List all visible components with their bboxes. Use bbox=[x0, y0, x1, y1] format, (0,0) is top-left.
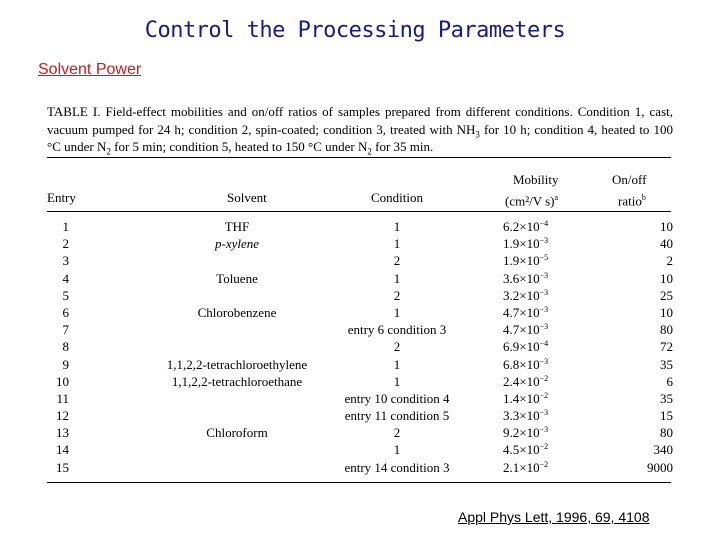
header-onoff-line1: On/off bbox=[612, 172, 647, 187]
mobility-exponent: −3 bbox=[539, 236, 549, 246]
caption-subscript: 2 bbox=[106, 146, 111, 157]
mobility-exponent: −3 bbox=[539, 270, 549, 280]
times-sign: × bbox=[519, 236, 527, 252]
caption-subscript: 3 bbox=[475, 129, 480, 140]
header-mobility-line2 bbox=[505, 190, 558, 209]
cell-onoff-ratio: 35 bbox=[660, 356, 673, 372]
base-ten: 10 bbox=[526, 356, 540, 372]
mobility-exponent: −3 bbox=[539, 304, 549, 314]
cell-onoff-ratio: 10 bbox=[660, 219, 673, 234]
caption-text: TABLE I. Field-effect mobilities and on/off ratios of samples prepared from different conditions. Condition 1, cast, vacuum pumped for 24 h; condition 2, spin-coated; condition 3, treated with NH bbox=[47, 104, 673, 137]
cell-onoff-ratio: 340 bbox=[653, 442, 673, 458]
times-sign: × bbox=[519, 219, 527, 234]
table-header bbox=[47, 172, 671, 208]
table-row bbox=[47, 356, 671, 373]
cell-entry: 14 bbox=[56, 442, 69, 458]
cell-solvent: Chlorobenzene bbox=[197, 304, 277, 320]
times-sign: × bbox=[519, 425, 527, 441]
times-sign: × bbox=[519, 390, 527, 406]
cell-solvent: THF bbox=[224, 219, 250, 234]
cell-condition: entry 11 condition 5 bbox=[344, 408, 450, 424]
mobility-exponent: −2 bbox=[539, 373, 549, 383]
mobility-exponent: −2 bbox=[539, 442, 549, 452]
cell-mobility bbox=[503, 373, 583, 390]
base-ten: 10 bbox=[526, 322, 540, 338]
times-sign: × bbox=[519, 459, 527, 475]
cell-condition: entry 6 condition 3 bbox=[347, 322, 447, 338]
caption-text: for 10 h; condition 4, heated to 100 °C under N bbox=[47, 121, 673, 154]
cell-onoff-ratio: 6 bbox=[666, 373, 673, 389]
cell-entry: 3 bbox=[62, 253, 69, 269]
citation-link[interactable]: Appl Phys Lett, 1996, 69, 4108 bbox=[458, 509, 650, 525]
mobility-mantissa: 3.6 bbox=[503, 270, 520, 286]
times-sign: × bbox=[519, 408, 527, 424]
cell-entry: 8 bbox=[62, 339, 69, 355]
cell-condition: 1 bbox=[393, 442, 401, 458]
caption-subscript: 2 bbox=[367, 146, 372, 157]
cell-mobility bbox=[503, 459, 583, 476]
table-body bbox=[47, 218, 671, 476]
cell-entry: 15 bbox=[56, 459, 69, 475]
mobility-mantissa: 9.2 bbox=[503, 425, 520, 441]
cell-onoff-ratio: 10 bbox=[660, 270, 673, 286]
mobility-mantissa: 4.7 bbox=[503, 322, 520, 338]
table-bottom-rule bbox=[47, 482, 671, 483]
cell-solvent: 1,1,2,2-tetrachloroethane bbox=[171, 373, 303, 389]
header-solvent: Solvent bbox=[227, 190, 267, 205]
mobility-exponent: −5 bbox=[539, 253, 549, 263]
cell-onoff-ratio: 25 bbox=[660, 287, 673, 303]
mobility-exponent: −3 bbox=[539, 356, 549, 366]
table-caption bbox=[47, 103, 673, 156]
cell-condition: 1 bbox=[393, 270, 401, 286]
base-ten: 10 bbox=[526, 373, 540, 389]
cell-entry: 11 bbox=[56, 390, 69, 406]
cell-onoff-ratio: 15 bbox=[660, 408, 673, 424]
cell-condition: 1 bbox=[393, 373, 401, 389]
caption-text: for 5 min; condition 5, heated to 150 °C under N bbox=[110, 139, 368, 154]
cell-solvent: p-xylene bbox=[214, 236, 260, 252]
table-row bbox=[47, 390, 671, 407]
cell-mobility bbox=[503, 321, 583, 338]
mobility-mantissa: 6.2 bbox=[503, 219, 520, 234]
cell-onoff-ratio: 40 bbox=[660, 236, 673, 252]
cell-condition: 2 bbox=[393, 339, 401, 355]
times-sign: × bbox=[519, 373, 527, 389]
cell-entry: 7 bbox=[62, 322, 69, 338]
cell-onoff-ratio: 2 bbox=[666, 253, 673, 269]
table-row bbox=[47, 270, 671, 287]
mobility-mantissa: 4.5 bbox=[503, 442, 520, 458]
table-row bbox=[47, 424, 671, 441]
cell-entry: 1 bbox=[62, 219, 69, 234]
times-sign: × bbox=[519, 322, 527, 338]
header-onoff-line2 bbox=[618, 190, 646, 209]
times-sign: × bbox=[519, 287, 527, 303]
mobility-mantissa: 4.7 bbox=[503, 304, 520, 320]
cell-condition: 2 bbox=[393, 253, 401, 269]
mobility-exponent: −4 bbox=[539, 339, 549, 349]
cell-mobility bbox=[503, 424, 583, 441]
cell-onoff-ratio: 35 bbox=[660, 390, 673, 406]
table-row bbox=[47, 321, 671, 338]
table-row bbox=[47, 373, 671, 390]
cell-mobility bbox=[503, 287, 583, 304]
cell-condition: 1 bbox=[393, 304, 401, 320]
mobility-mantissa: 6.9 bbox=[503, 339, 520, 355]
mobility-exponent: −2 bbox=[539, 390, 549, 400]
base-ten: 10 bbox=[526, 287, 540, 303]
base-ten: 10 bbox=[526, 253, 540, 269]
cell-condition: entry 10 condition 4 bbox=[344, 390, 450, 406]
cell-condition: 2 bbox=[393, 425, 401, 441]
base-ten: 10 bbox=[526, 304, 540, 320]
mobility-mantissa: 1.9 bbox=[503, 236, 520, 252]
cell-onoff-ratio: 72 bbox=[660, 339, 673, 355]
cell-entry: 6 bbox=[62, 304, 69, 320]
header-mobility-line1: Mobility bbox=[513, 172, 559, 187]
header-onoff-ratio: ratio bbox=[618, 193, 642, 209]
cell-onoff-ratio: 10 bbox=[660, 304, 673, 320]
cell-onoff-ratio: 80 bbox=[660, 425, 673, 441]
base-ten: 10 bbox=[526, 339, 540, 355]
times-sign: × bbox=[519, 304, 527, 320]
cell-onoff-ratio: 9000 bbox=[647, 459, 673, 475]
table-top-rule bbox=[47, 157, 671, 158]
cell-condition: entry 14 condition 3 bbox=[344, 459, 450, 475]
times-sign: × bbox=[519, 356, 527, 372]
cell-mobility bbox=[503, 270, 583, 287]
mobility-exponent: −2 bbox=[539, 459, 549, 469]
table-row bbox=[47, 459, 671, 476]
cell-condition: 1 bbox=[393, 219, 401, 234]
mobility-mantissa: 2.4 bbox=[503, 373, 520, 389]
cell-entry: 5 bbox=[62, 287, 69, 303]
table-row bbox=[47, 235, 671, 252]
cell-mobility bbox=[503, 441, 583, 458]
slide-subtitle: Solvent Power bbox=[38, 61, 142, 78]
cell-entry: 4 bbox=[62, 270, 69, 286]
slide-title: Control the Processing Parameters bbox=[144, 18, 566, 43]
mobility-mantissa: 3.2 bbox=[503, 287, 520, 303]
base-ten: 10 bbox=[526, 408, 540, 424]
cell-onoff-ratio: 80 bbox=[660, 322, 673, 338]
base-ten: 10 bbox=[526, 442, 540, 458]
cell-mobility bbox=[503, 252, 583, 269]
mobility-exponent: −3 bbox=[539, 425, 549, 435]
cell-solvent: Chloroform bbox=[206, 425, 268, 441]
cell-mobility bbox=[503, 218, 583, 235]
header-condition: Condition bbox=[371, 190, 424, 205]
cell-entry: 10 bbox=[56, 373, 69, 389]
base-ten: 10 bbox=[526, 270, 540, 286]
mobility-mantissa: 6.8 bbox=[503, 356, 520, 372]
cell-mobility bbox=[503, 390, 583, 407]
table-row bbox=[47, 252, 671, 269]
times-sign: × bbox=[519, 442, 527, 458]
cell-entry: 12 bbox=[56, 408, 69, 424]
cell-condition: 1 bbox=[393, 236, 401, 252]
cell-condition: 1 bbox=[393, 356, 401, 372]
mobility-exponent: −3 bbox=[539, 287, 549, 297]
table-row bbox=[47, 407, 671, 424]
header-mobility-footnote: a bbox=[554, 193, 559, 202]
mobility-exponent: −4 bbox=[539, 219, 549, 228]
cell-entry: 2 bbox=[62, 236, 69, 252]
cell-mobility bbox=[503, 407, 583, 424]
times-sign: × bbox=[519, 253, 527, 269]
base-ten: 10 bbox=[526, 459, 540, 475]
cell-mobility bbox=[503, 304, 583, 321]
header-onoff-footnote: b bbox=[641, 193, 646, 202]
cell-mobility bbox=[503, 338, 583, 355]
header-mobility-unit: (cm²/V s) bbox=[505, 193, 555, 209]
header-entry: Entry bbox=[47, 190, 76, 205]
base-ten: 10 bbox=[526, 390, 540, 406]
table-header-rule bbox=[47, 211, 671, 212]
mobility-exponent: −3 bbox=[539, 322, 549, 332]
cell-entry: 13 bbox=[56, 425, 69, 441]
table-row bbox=[47, 218, 671, 235]
table-row bbox=[47, 441, 671, 458]
times-sign: × bbox=[519, 270, 527, 286]
base-ten: 10 bbox=[526, 219, 540, 234]
table-row bbox=[47, 304, 671, 321]
cell-mobility bbox=[503, 235, 583, 252]
table-row bbox=[47, 287, 671, 304]
mobility-exponent: −3 bbox=[539, 408, 549, 418]
cell-mobility bbox=[503, 356, 583, 373]
cell-solvent: 1,1,2,2-tetrachloroethylene bbox=[166, 356, 308, 372]
base-ten: 10 bbox=[526, 236, 540, 252]
cell-condition: 2 bbox=[393, 287, 401, 303]
mobility-mantissa: 3.3 bbox=[503, 408, 520, 424]
times-sign: × bbox=[519, 339, 527, 355]
cell-solvent: Toluene bbox=[216, 270, 258, 286]
mobility-mantissa: 1.4 bbox=[503, 390, 520, 406]
mobility-mantissa: 1.9 bbox=[503, 253, 520, 269]
mobility-mantissa: 2.1 bbox=[503, 459, 520, 475]
cell-entry: 9 bbox=[62, 356, 69, 372]
base-ten: 10 bbox=[526, 425, 540, 441]
caption-text: for 35 min. bbox=[371, 139, 434, 154]
table-row bbox=[47, 338, 671, 355]
